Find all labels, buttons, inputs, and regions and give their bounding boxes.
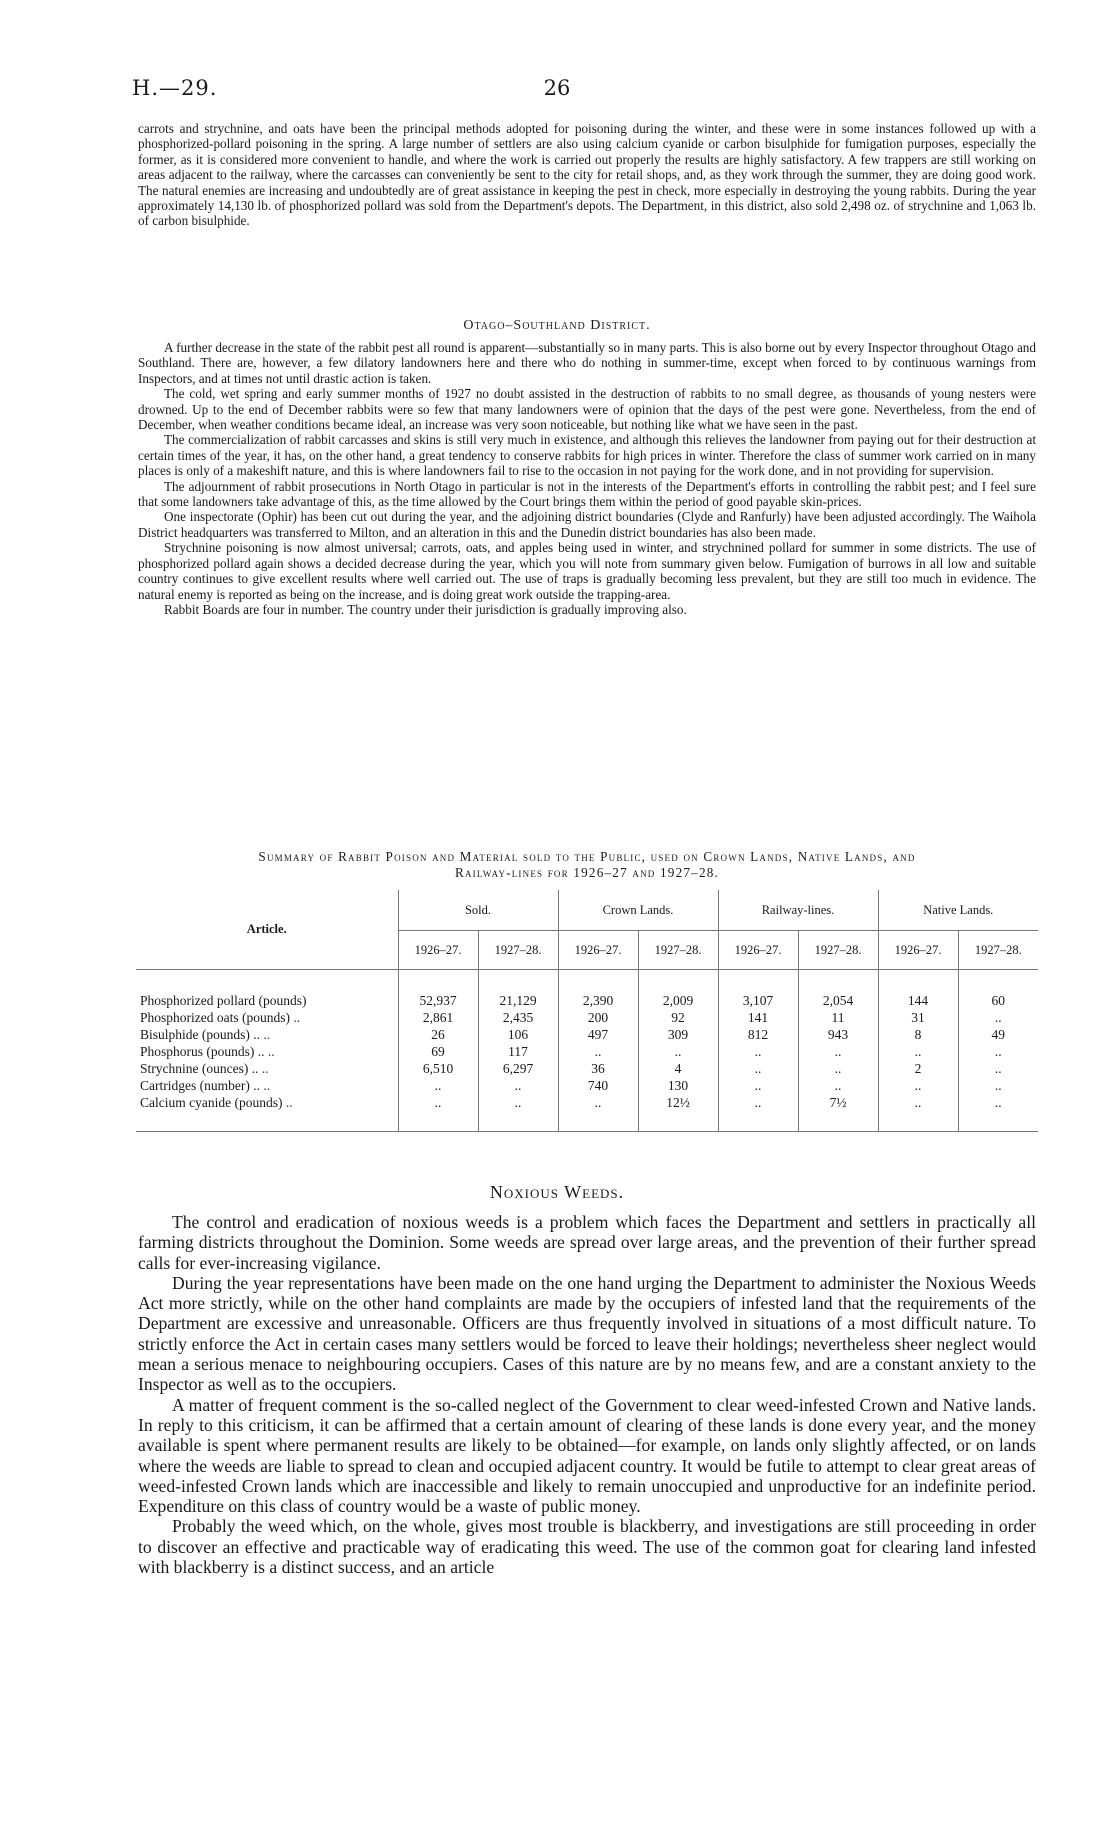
table-cell: 69: [398, 1043, 478, 1060]
summary-table-title: [138, 849, 1036, 881]
summary-table: [136, 890, 1038, 1132]
table-cell: 8: [878, 1026, 958, 1043]
article-name: Phosphorized oats (pounds): [140, 1010, 290, 1025]
table-cell: ..: [958, 1043, 1038, 1060]
intro-paragraph: carrots and strychnine, and oats have been the principal methods adopted for poisoning during the winter, and these were in some instances followed up with a phosphorized-pollard poisoning in the spring. A large number of settlers are also using calcium cyanide or carbon bisulphide for fumigation purposes, especially the former, as it is considered more convenient to handle, and where the work is carried out properly the results are highly satisfactory. A few trappers are still working on areas adjacent to the railway, where the carcasses can conveniently be sent to the city for retail shops, and, as they work through the summer, they are doing good work. The natural enemies are increasing and undoubtedly are of great assistance in keeping the pest in check, more especially in destroying the young rabbits. During the year approximately 14,130 lb. of phosphorized pollard was sold from the Department's depots. The Department, in this district, also sold 2,498 oz. of strychnine and 1,063 lb. of carbon bisulphide.: [138, 121, 1036, 229]
table-row: [136, 1043, 1038, 1060]
table-cell: 49: [958, 1026, 1038, 1043]
group-header-crown-lands: Crown Lands.: [558, 890, 718, 931]
table-row: [136, 1077, 1038, 1094]
article-name: Strychnine (ounces) ..: [140, 1061, 259, 1076]
table-cell: 12½: [638, 1094, 718, 1132]
table-cell: ..: [798, 1043, 878, 1060]
year-header: 1927–28.: [798, 931, 878, 970]
table-cell: 31: [878, 1009, 958, 1026]
table-cell: ..: [718, 1094, 798, 1132]
article-cell: [136, 1026, 398, 1043]
leader-dots: ..: [263, 1027, 271, 1042]
table-cell: 141: [718, 1009, 798, 1026]
year-header: 1927–28.: [958, 931, 1038, 970]
table-cell: 3,107: [718, 970, 798, 1010]
group-header-railway-lines: Railway-lines.: [718, 890, 878, 931]
leader-dots: ..: [263, 1078, 271, 1093]
table-cell: ..: [718, 1077, 798, 1094]
table-cell: ..: [478, 1077, 558, 1094]
leader-dots: ..: [267, 1044, 275, 1059]
table-cell: 4: [638, 1060, 718, 1077]
intro-paragraph-block: [138, 121, 1036, 229]
table-cell: 106: [478, 1026, 558, 1043]
report-reference: H.—29.: [132, 76, 218, 100]
year-header: 1927–28.: [478, 931, 558, 970]
table-cell: ..: [958, 1060, 1038, 1077]
table-cell: ..: [878, 1094, 958, 1132]
table-cell: 740: [558, 1077, 638, 1094]
leader-dots: ..: [261, 1061, 269, 1076]
article-name: Phosphorus (pounds) ..: [140, 1044, 265, 1059]
noxious-paragraph: The control and eradication of noxious weeds is a problem which faces the Department and settlers in practically all farming districts throughout the Dominion. Some weeds are spread over large areas, and the prevention of their further spread calls for ever-increasing vigilance.: [138, 1212, 1036, 1273]
table-cell: ..: [398, 1077, 478, 1094]
table-cell: 2,861: [398, 1009, 478, 1026]
page-number: 26: [543, 76, 571, 100]
table-cell: ..: [638, 1043, 718, 1060]
table-cell: 21,129: [478, 970, 558, 1010]
article-name: Phosphorized pollard (pounds): [140, 993, 307, 1008]
article-cell: [136, 970, 398, 1010]
table-cell: ..: [558, 1094, 638, 1132]
table-cell: 11: [798, 1009, 878, 1026]
group-header-native-lands: Native Lands.: [878, 890, 1038, 931]
year-header: 1926–27.: [878, 931, 958, 970]
table-cell: ..: [558, 1043, 638, 1060]
table-cell: ..: [958, 1009, 1038, 1026]
table-cell: ..: [718, 1060, 798, 1077]
table-cell: 812: [718, 1026, 798, 1043]
table-cell: 200: [558, 1009, 638, 1026]
otago-paragraph: A further decrease in the state of the rabbit pest all round is apparent—substantially so in many parts. This is also borne out by every Inspector throughout Otago and Southland. There are, however, a few dilatory landowners here and there who do nothing in summer-time, except when forced to by continuous warnings from Inspectors, and at times not until drastic action is taken.: [138, 340, 1036, 386]
article-cell: [136, 1043, 398, 1060]
article-cell: [136, 1077, 398, 1094]
otago-southland-heading: Otago–Southland District.: [463, 318, 651, 333]
article-cell: [136, 1060, 398, 1077]
table-cell: ..: [878, 1077, 958, 1094]
table-cell: 497: [558, 1026, 638, 1043]
table-cell: 309: [638, 1026, 718, 1043]
otago-paragraph: One inspectorate (Ophir) has been cut out during the year, and the adjoining district boundaries (Clyde and Ranfurly) have been adjusted accordingly. The Waihola District headquarters was transferred to Milton, and an alteration in this and the Dunedin district boundaries has also been made.: [138, 509, 1036, 540]
year-header: 1927–28.: [638, 931, 718, 970]
year-header: 1926–27.: [398, 931, 478, 970]
article-name: Calcium cyanide (pounds): [140, 1095, 283, 1110]
noxious-paragraph: During the year representations have been made on the one hand urging the Department to administer the Noxious Weeds Act more strictly, while on the other hand complaints are made by the occupiers of infested land that the requirements of the Department are excessive and unreasonable. Officers are thus frequently involved in situations of a most difficult nature. To strictly enforce the Act in certain cases many settlers would be forced to leave their holdings; nevertheless sheer neglect would mean a serious menace to neighbouring occupiers. Cases of this nature are by no means few, and are a constant anxiety to the Inspector as well as to the occupiers.: [138, 1272, 1036, 1395]
table-cell: ..: [398, 1094, 478, 1132]
table-cell: ..: [958, 1077, 1038, 1094]
noxious-weeds-section: [138, 1212, 1036, 1577]
table-row: [136, 1060, 1038, 1077]
article-column-header: Article.: [136, 890, 398, 970]
leader-dots: ..: [293, 1010, 301, 1025]
table-cell: 36: [558, 1060, 638, 1077]
summary-table-title-line-1: Summary of Rabbit Poison and Material sold to the Public, used on Crown Lands, Native Lands, and: [258, 849, 916, 864]
year-header: 1926–27.: [558, 931, 638, 970]
otago-paragraph: Strychnine poisoning is now almost universal; carrots, oats, and apples being used in winter, and strychnined pollard for summer in some districts. The use of phosphorized pollard again shows a decided decrease during the year, which you will note from summary given below. Fumigation of burrows in all low and suitable country continues to give excellent results where well carried out. The use of traps is gradually becoming less prevalent, but they are still too much in evidence. The natural enemy is reported as being on the increase, and is doing great work outside the trapping-area.: [138, 540, 1036, 602]
summary-table-title-line-2: Railway-lines for 1926–27 and 1927–28.: [454, 865, 720, 880]
leader-dots: ..: [285, 1095, 293, 1110]
otago-paragraph: Rabbit Boards are four in number. The country under their jurisdiction is gradually improving also.: [164, 601, 687, 617]
article-name: Bisulphide (pounds) ..: [140, 1027, 260, 1042]
otago-paragraph: The cold, wet spring and early summer months of 1927 no doubt assisted in the destruction of rabbits to no small degree, as thousands of young nesters were drowned. Up to the end of December rabbits were so few that many landowners were of opinion that the days of the pest were gone. Nevertheless, from the end of December, when weather conditions became ideal, an increase was very soon noticeable, but nothing like what we have seen in the past.: [138, 386, 1036, 433]
otago-section: [138, 340, 1036, 617]
table-cell: 2,435: [478, 1009, 558, 1026]
table-cell: 26: [398, 1026, 478, 1043]
table-cell: 2,054: [798, 970, 878, 1010]
table-cell: 52,937: [398, 970, 478, 1010]
year-header: 1926–27.: [718, 931, 798, 970]
table-cell: 117: [478, 1043, 558, 1060]
table-cell: 130: [638, 1077, 718, 1094]
table-cell: 943: [798, 1026, 878, 1043]
table-cell: ..: [798, 1077, 878, 1094]
article-name: Cartridges (number) ..: [140, 1078, 260, 1093]
table-cell: 6,510: [398, 1060, 478, 1077]
table-cell: ..: [878, 1043, 958, 1060]
table-cell: 7½: [798, 1094, 878, 1132]
table-cell: 92: [638, 1009, 718, 1026]
article-cell: [136, 1009, 398, 1026]
table-cell: 60: [958, 970, 1038, 1010]
table-cell: ..: [478, 1094, 558, 1132]
article-cell: [136, 1094, 398, 1132]
table-cell: ..: [718, 1043, 798, 1060]
summary-table-wrapper: [136, 890, 1038, 1132]
table-cell: 144: [878, 970, 958, 1010]
table-row: [136, 1026, 1038, 1043]
noxious-paragraph: Probably the weed which, on the whole, gives most trouble is blackberry, and investigations are still proceeding in order to discover an effective and practicable way of eradicating this weed. The use of the common goat for clearing land infested with blackberry is a distinct success, and an article: [138, 1516, 1036, 1578]
table-cell: 2,009: [638, 970, 718, 1010]
table-row: [136, 1009, 1038, 1026]
table-row: [136, 1094, 1038, 1132]
table-cell: ..: [798, 1060, 878, 1077]
table-cell: ..: [958, 1094, 1038, 1132]
table-cell: 2: [878, 1060, 958, 1077]
table-cell: 6,297: [478, 1060, 558, 1077]
group-header-sold: Sold.: [398, 890, 558, 931]
table-row: [136, 970, 1038, 1010]
noxious-weeds-heading: Noxious Weeds.: [489, 1182, 625, 1202]
table-cell: 2,390: [558, 970, 638, 1010]
noxious-paragraph: A matter of frequent comment is the so-called neglect of the Government to clear weed-infested Crown and Native lands. In reply to this criticism, it can be affirmed that a certain amount of clearing of these lands is done every year, and the money available is spent where permanent results are likely to be obtained—for example, on lands only slightly affected, or on lands where the weeds are liable to spread to clean and occupied adjacent country. It would be futile to attempt to clear great areas of weed-infested Crown lands which are inaccessible and likely to remain unoccupied and unproductive for an indefinite period. Expenditure on this class of country would be a waste of public money.: [138, 1394, 1036, 1517]
otago-paragraph: The commercialization of rabbit carcasses and skins is still very much in existence, and although this relieves the landowner from paying out for their destruction at certain times of the year, it has, on the other hand, a great tendency to conserve rabbits for high prices in winter. Therefore the class of summer work carried on in many places is only of a makeshift nature, and this is where landowners fail to rise to the occasion in not paying for the work done, and in not providing for supervision.: [138, 432, 1036, 479]
otago-paragraph: The adjournment of rabbit prosecutions in North Otago in particular is not in the interests of the Department's efforts in controlling the rabbit pest; and I feel sure that some landowners take advantage of this, as the time allowed by the Court brings them within the period of good payable skin-prices.: [138, 478, 1036, 510]
